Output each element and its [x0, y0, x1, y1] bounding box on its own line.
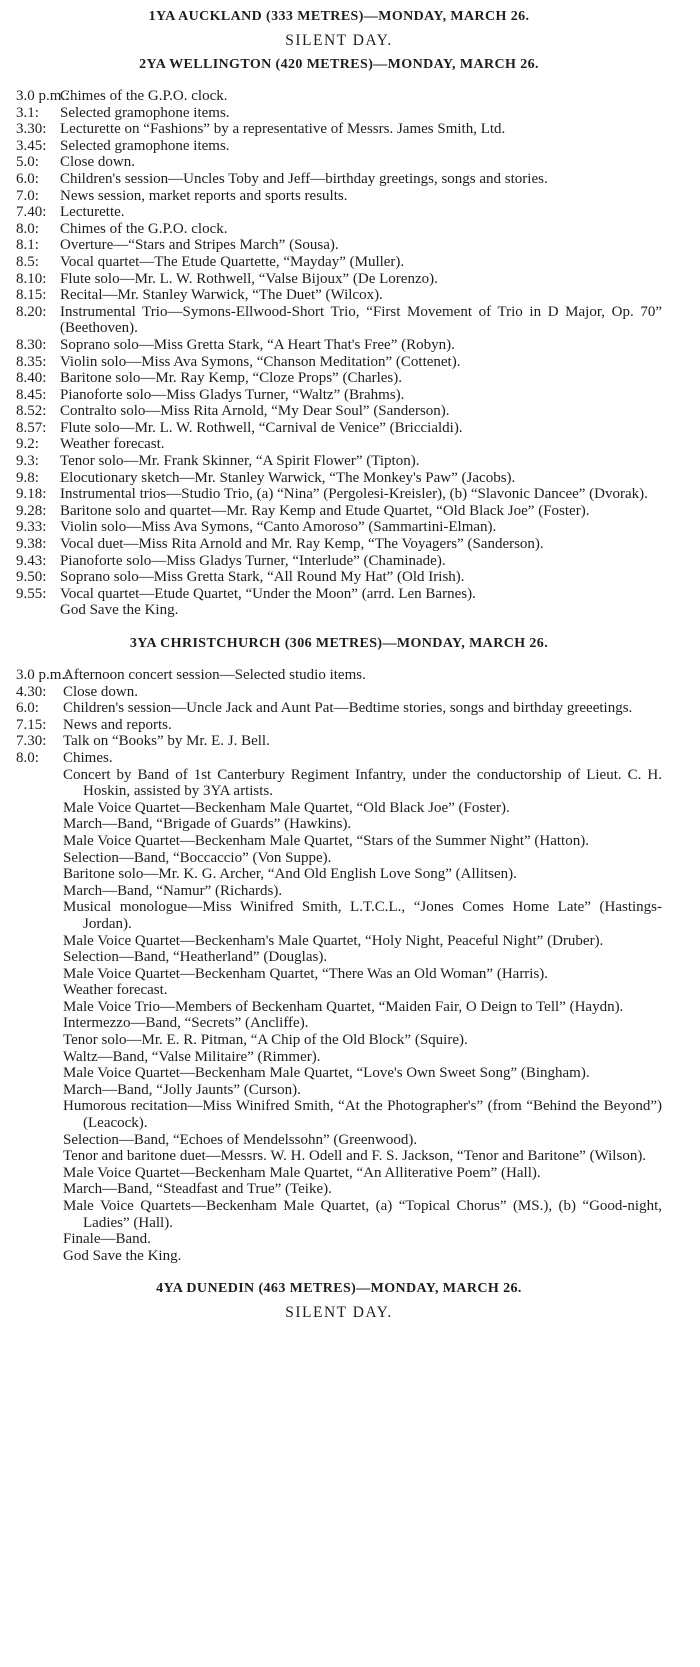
auckland-silent-note: SILENT DAY.	[285, 32, 393, 49]
schedule-entry	[16, 586, 662, 603]
wellington-heading: 2YA WELLINGTON (420 METRES)—MONDAY, MARCH 26.	[139, 57, 539, 72]
entry-text: Selected gramophone items.	[60, 104, 230, 121]
schedule-entry	[16, 684, 662, 701]
entry-time: 9.28:	[16, 502, 47, 519]
christchurch-schedule	[16, 667, 662, 767]
concert-item: Male Voice Quartet—Beckenham Male Quartet, “Stars of the Summer Night” (Hatton).	[63, 832, 589, 849]
entry-time: 6.0:	[16, 700, 39, 717]
entry-text: Talk on “Books” by Mr. E. J. Bell.	[63, 733, 270, 750]
entry-time: 8.10:	[16, 270, 47, 287]
wellington-schedule	[16, 88, 662, 619]
entry-time: 9.3:	[16, 453, 39, 470]
entry-time: 8.20:	[16, 303, 47, 320]
entry-time: 8.0:	[16, 220, 39, 237]
entry-time: 9.2:	[16, 436, 39, 453]
schedule-entry	[16, 733, 662, 750]
schedule-entry	[16, 750, 662, 767]
concert-item: Male Voice Quartet—Beckenham Male Quartet, “Old Black Joe” (Foster).	[63, 799, 510, 816]
concert-item: Baritone solo—Mr. K. G. Archer, “And Old English Love Song” (Allitsen).	[63, 866, 517, 883]
entry-time: 7.15:	[16, 716, 47, 733]
schedule-entry	[16, 105, 662, 122]
schedule-entry	[16, 337, 662, 354]
entry-time: 8.40:	[16, 370, 47, 387]
concert-item: Male Voice Quartet—Beckenham Male Quartet, “An Alliterative Poem” (Hall).	[63, 1164, 541, 1181]
entry-text: Lecturette.	[60, 204, 125, 221]
dunedin-silent-note: SILENT DAY.	[285, 1304, 393, 1322]
schedule-entry	[16, 271, 662, 288]
christchurch-concert-programme	[63, 767, 662, 1265]
schedule-entry	[16, 171, 662, 188]
entry-text: Chimes of the G.P.O. clock.	[60, 220, 228, 237]
entry-time: 8.0:	[16, 749, 39, 766]
concert-item: God Save the King.	[63, 1247, 182, 1264]
entry-text: Baritone solo and quartet—Mr. Ray Kemp and Etude Quartet, “Old Black Joe” (Foster).	[60, 502, 590, 519]
concert-item: Selection—Band, “Echoes of Mendelssohn” (Greenwood).	[63, 1131, 418, 1148]
entry-time: 8.45:	[16, 386, 47, 403]
entry-time: 7.40:	[16, 204, 47, 221]
entry-text: Weather forecast.	[60, 436, 165, 453]
entry-time: 8.35:	[16, 353, 47, 370]
entry-time: 3.0 p.m.:	[16, 88, 70, 104]
schedule-entry	[16, 154, 662, 171]
entry-text: Vocal duet—Miss Rita Arnold and Mr. Ray Kemp, “The Voyagers” (Sanderson).	[60, 536, 544, 553]
entry-text: Pianoforte solo—Miss Gladys Turner, “Waltz” (Brahms).	[60, 386, 405, 403]
entry-time: 8.5:	[16, 253, 39, 270]
concert-item: Waltz—Band, “Valse Militaire” (Rimmer).	[63, 1048, 321, 1065]
entry-text: Close down.	[60, 154, 135, 171]
entry-time: 8.30:	[16, 336, 47, 353]
entry-time: 9.55:	[16, 585, 47, 602]
entry-text: Soprano solo—Miss Gretta Stark, “All Round My Hat” (Old Irish).	[60, 569, 465, 586]
entry-text: Children's session—Uncles Toby and Jeff—birthday greetings, songs and stories.	[60, 170, 548, 187]
concert-item: March—Band, “Jolly Jaunts” (Curson).	[63, 1081, 301, 1098]
entry-text: Close down.	[63, 683, 138, 700]
schedule-entry	[16, 667, 662, 684]
entry-text: Chimes of the G.P.O. clock.	[60, 88, 228, 104]
concert-item: Selection—Band, “Heatherland” (Douglas).	[63, 949, 328, 966]
entry-time: 9.38:	[16, 536, 47, 553]
schedule-entry	[16, 254, 662, 271]
entry-text: News session, market reports and sports results.	[60, 187, 348, 204]
entry-text: Contralto solo—Miss Rita Arnold, “My Dear Soul” (Sanderson).	[60, 403, 450, 420]
entry-time: 9.50:	[16, 569, 47, 586]
schedule-entry	[16, 304, 662, 337]
concert-item: Weather forecast.	[63, 982, 168, 999]
entry-text: Elocutionary sketch—Mr. Stanley Warwick, “The Monkey's Paw” (Jacobs).	[60, 469, 516, 486]
entry-text: Chimes.	[63, 749, 113, 766]
concert-item: Male Voice Quartet—Beckenham's Male Quartet, “Holy Night, Peaceful Night” (Druber).	[63, 932, 604, 949]
schedule-entry	[16, 470, 662, 487]
concert-item: Finale—Band.	[63, 1231, 151, 1248]
concert-item: Humorous recitation—Miss Winifred Smith, “At the Photographer's” (from “Behind the Beyond”) (Leacock).	[63, 1098, 662, 1132]
schedule-entry	[16, 569, 662, 586]
auckland-heading: 1YA AUCKLAND (333 METRES)—MONDAY, MARCH 26.	[148, 9, 530, 24]
entry-time: 9.18:	[16, 486, 47, 503]
concert-item: Musical monologue—Miss Winifred Smith, L.T.C.L., “Jones Comes Home Late” (Hastings-Jordan).	[63, 899, 662, 932]
concert-item: Male Voice Quartet—Beckenham Quartet, “There Was an Old Woman” (Harris).	[63, 965, 549, 982]
schedule-entry	[16, 503, 662, 520]
entry-text: Vocal quartet—Etude Quartet, “Under the Moon” (arrd. Len Barnes).	[60, 585, 476, 602]
entry-time: 9.8:	[16, 469, 39, 486]
entry-text: Baritone solo—Mr. Ray Kemp, “Cloze Props” (Charles).	[60, 370, 403, 387]
schedule-entry	[16, 138, 662, 155]
entry-text: News and reports.	[63, 716, 172, 733]
schedule-entry	[16, 121, 662, 138]
schedule-entry	[16, 204, 662, 221]
entry-text: Flute solo—Mr. L. W. Rothwell, “Carnival de Venice” (Briccialdi).	[60, 419, 463, 436]
entry-text: Pianoforte solo—Miss Gladys Turner, “Interlude” (Chaminade).	[60, 552, 446, 569]
entry-time: 9.43:	[16, 552, 47, 569]
entry-time: 7.30:	[16, 733, 47, 750]
entry-text: Instrumental Trio—Symons-Ellwood-Short Trio, “First Movement of Trio in D Major, Op. 70” (Beethoven).	[60, 303, 662, 337]
concert-item: Concert by Band of 1st Canterbury Regiment Infantry, under the conductorship of Lieut. C. H. Hoskin, assisted by 3YA artists.	[63, 766, 662, 800]
concert-item: Intermezzo—Band, “Secrets” (Ancliffe).	[63, 1015, 309, 1032]
entry-time: 8.57:	[16, 419, 47, 436]
concert-item: Tenor solo—Mr. E. R. Pitman, “A Chip of the Old Block” (Squire).	[63, 1032, 468, 1049]
entry-time: 8.52:	[16, 403, 47, 420]
entry-text: Instrumental trios—Studio Trio, (a) “Nina” (Pergolesi-Kreisler), (b) “Slavonic Dancee” (Dvorak).	[60, 486, 648, 503]
entry-time: 5.0:	[16, 154, 39, 171]
concert-item: Male Voice Quartets—Beckenham Male Quartet, (a) “Topical Chorus” (MS.), (b) “Good-night, Ladies” (Hall).	[63, 1198, 662, 1231]
schedule-entry	[16, 221, 662, 238]
entry-text: Selected gramophone items.	[60, 137, 230, 154]
entry-time: 7.0:	[16, 187, 39, 204]
schedule-entry	[16, 88, 662, 105]
schedule-entry	[16, 237, 662, 254]
entry-text: God Save the King.	[60, 602, 179, 619]
concert-item: March—Band, “Steadfast and True” (Teike).	[63, 1181, 332, 1198]
schedule-entry	[16, 354, 662, 371]
dunedin-heading: 4YA DUNEDIN (463 METRES)—MONDAY, MARCH 26.	[156, 1281, 522, 1297]
christchurch-heading: 3YA CHRISTCHURCH (306 METRES)—MONDAY, MARCH 26.	[129, 636, 549, 651]
schedule-entry	[16, 403, 662, 420]
concert-item: March—Band, “Namur” (Richards).	[63, 882, 283, 899]
schedule-entry	[16, 436, 662, 453]
entry-text: Afternoon concert session—Selected studio items.	[63, 667, 366, 683]
schedule-entry	[16, 370, 662, 387]
entry-text: Recital—Mr. Stanley Warwick, “The Duet” (Wilcox).	[60, 287, 383, 304]
entry-text: Flute solo—Mr. L. W. Rothwell, “Valse Bijoux” (De Lorenzo).	[60, 270, 438, 287]
schedule-entry	[16, 553, 662, 570]
entry-time: 8.15:	[16, 287, 47, 304]
entry-time: 3.30:	[16, 121, 47, 138]
schedule-entry	[16, 188, 662, 205]
concert-item: March—Band, “Brigade of Guards” (Hawkins).	[63, 816, 352, 833]
schedule-entry	[16, 602, 662, 619]
schedule-entry	[16, 387, 662, 404]
entry-time: 6.0:	[16, 170, 39, 187]
entry-time: 3.0 p.m.:	[16, 667, 70, 683]
concert-item: Male Voice Trio—Members of Beckenham Quartet, “Maiden Fair, O Deign to Tell” (Haydn).	[63, 998, 624, 1015]
entry-text: Lecturette on “Fashions” by a representative of Messrs. James Smith, Ltd.	[60, 121, 506, 138]
entry-time: 3.45:	[16, 137, 47, 154]
schedule-entry	[16, 453, 662, 470]
entry-time: 3.1:	[16, 104, 39, 121]
concert-item: Selection—Band, “Boccaccio” (Von Suppe).	[63, 849, 332, 866]
schedule-entry	[16, 700, 662, 717]
entry-text: Tenor solo—Mr. Frank Skinner, “A Spirit Flower” (Tipton).	[60, 453, 420, 470]
entry-text: Violin solo—Miss Ava Symons, “Canto Amoroso” (Sammartini-Elman).	[60, 519, 497, 536]
entry-text: Soprano solo—Miss Gretta Stark, “A Heart That's Free” (Robyn).	[60, 336, 455, 353]
entry-text: Violin solo—Miss Ava Symons, “Chanson Meditation” (Cottenet).	[60, 353, 461, 370]
schedule-entry	[16, 420, 662, 437]
schedule-entry	[16, 536, 662, 553]
entry-time: 8.1:	[16, 237, 39, 254]
schedule-entry	[16, 519, 662, 536]
schedule-entry	[16, 287, 662, 304]
schedule-entry	[16, 486, 662, 503]
entry-text: Overture—“Stars and Stripes March” (Sousa).	[60, 237, 339, 254]
schedule-entry	[16, 717, 662, 734]
entry-text: Children's session—Uncle Jack and Aunt Pat—Bedtime stories, songs and birthday greeetings.	[63, 700, 633, 717]
entry-time: 4.30:	[16, 683, 47, 700]
entry-text: Vocal quartet—The Etude Quartette, “Mayday” (Muller).	[60, 253, 405, 270]
entry-time: 9.33:	[16, 519, 47, 536]
concert-item: Male Voice Quartet—Beckenham Male Quartet, “Love's Own Sweet Song” (Bingham).	[63, 1065, 590, 1082]
concert-item: Tenor and baritone duet—Messrs. W. H. Odell and F. S. Jackson, “Tenor and Baritone” (Wilson).	[63, 1148, 647, 1165]
